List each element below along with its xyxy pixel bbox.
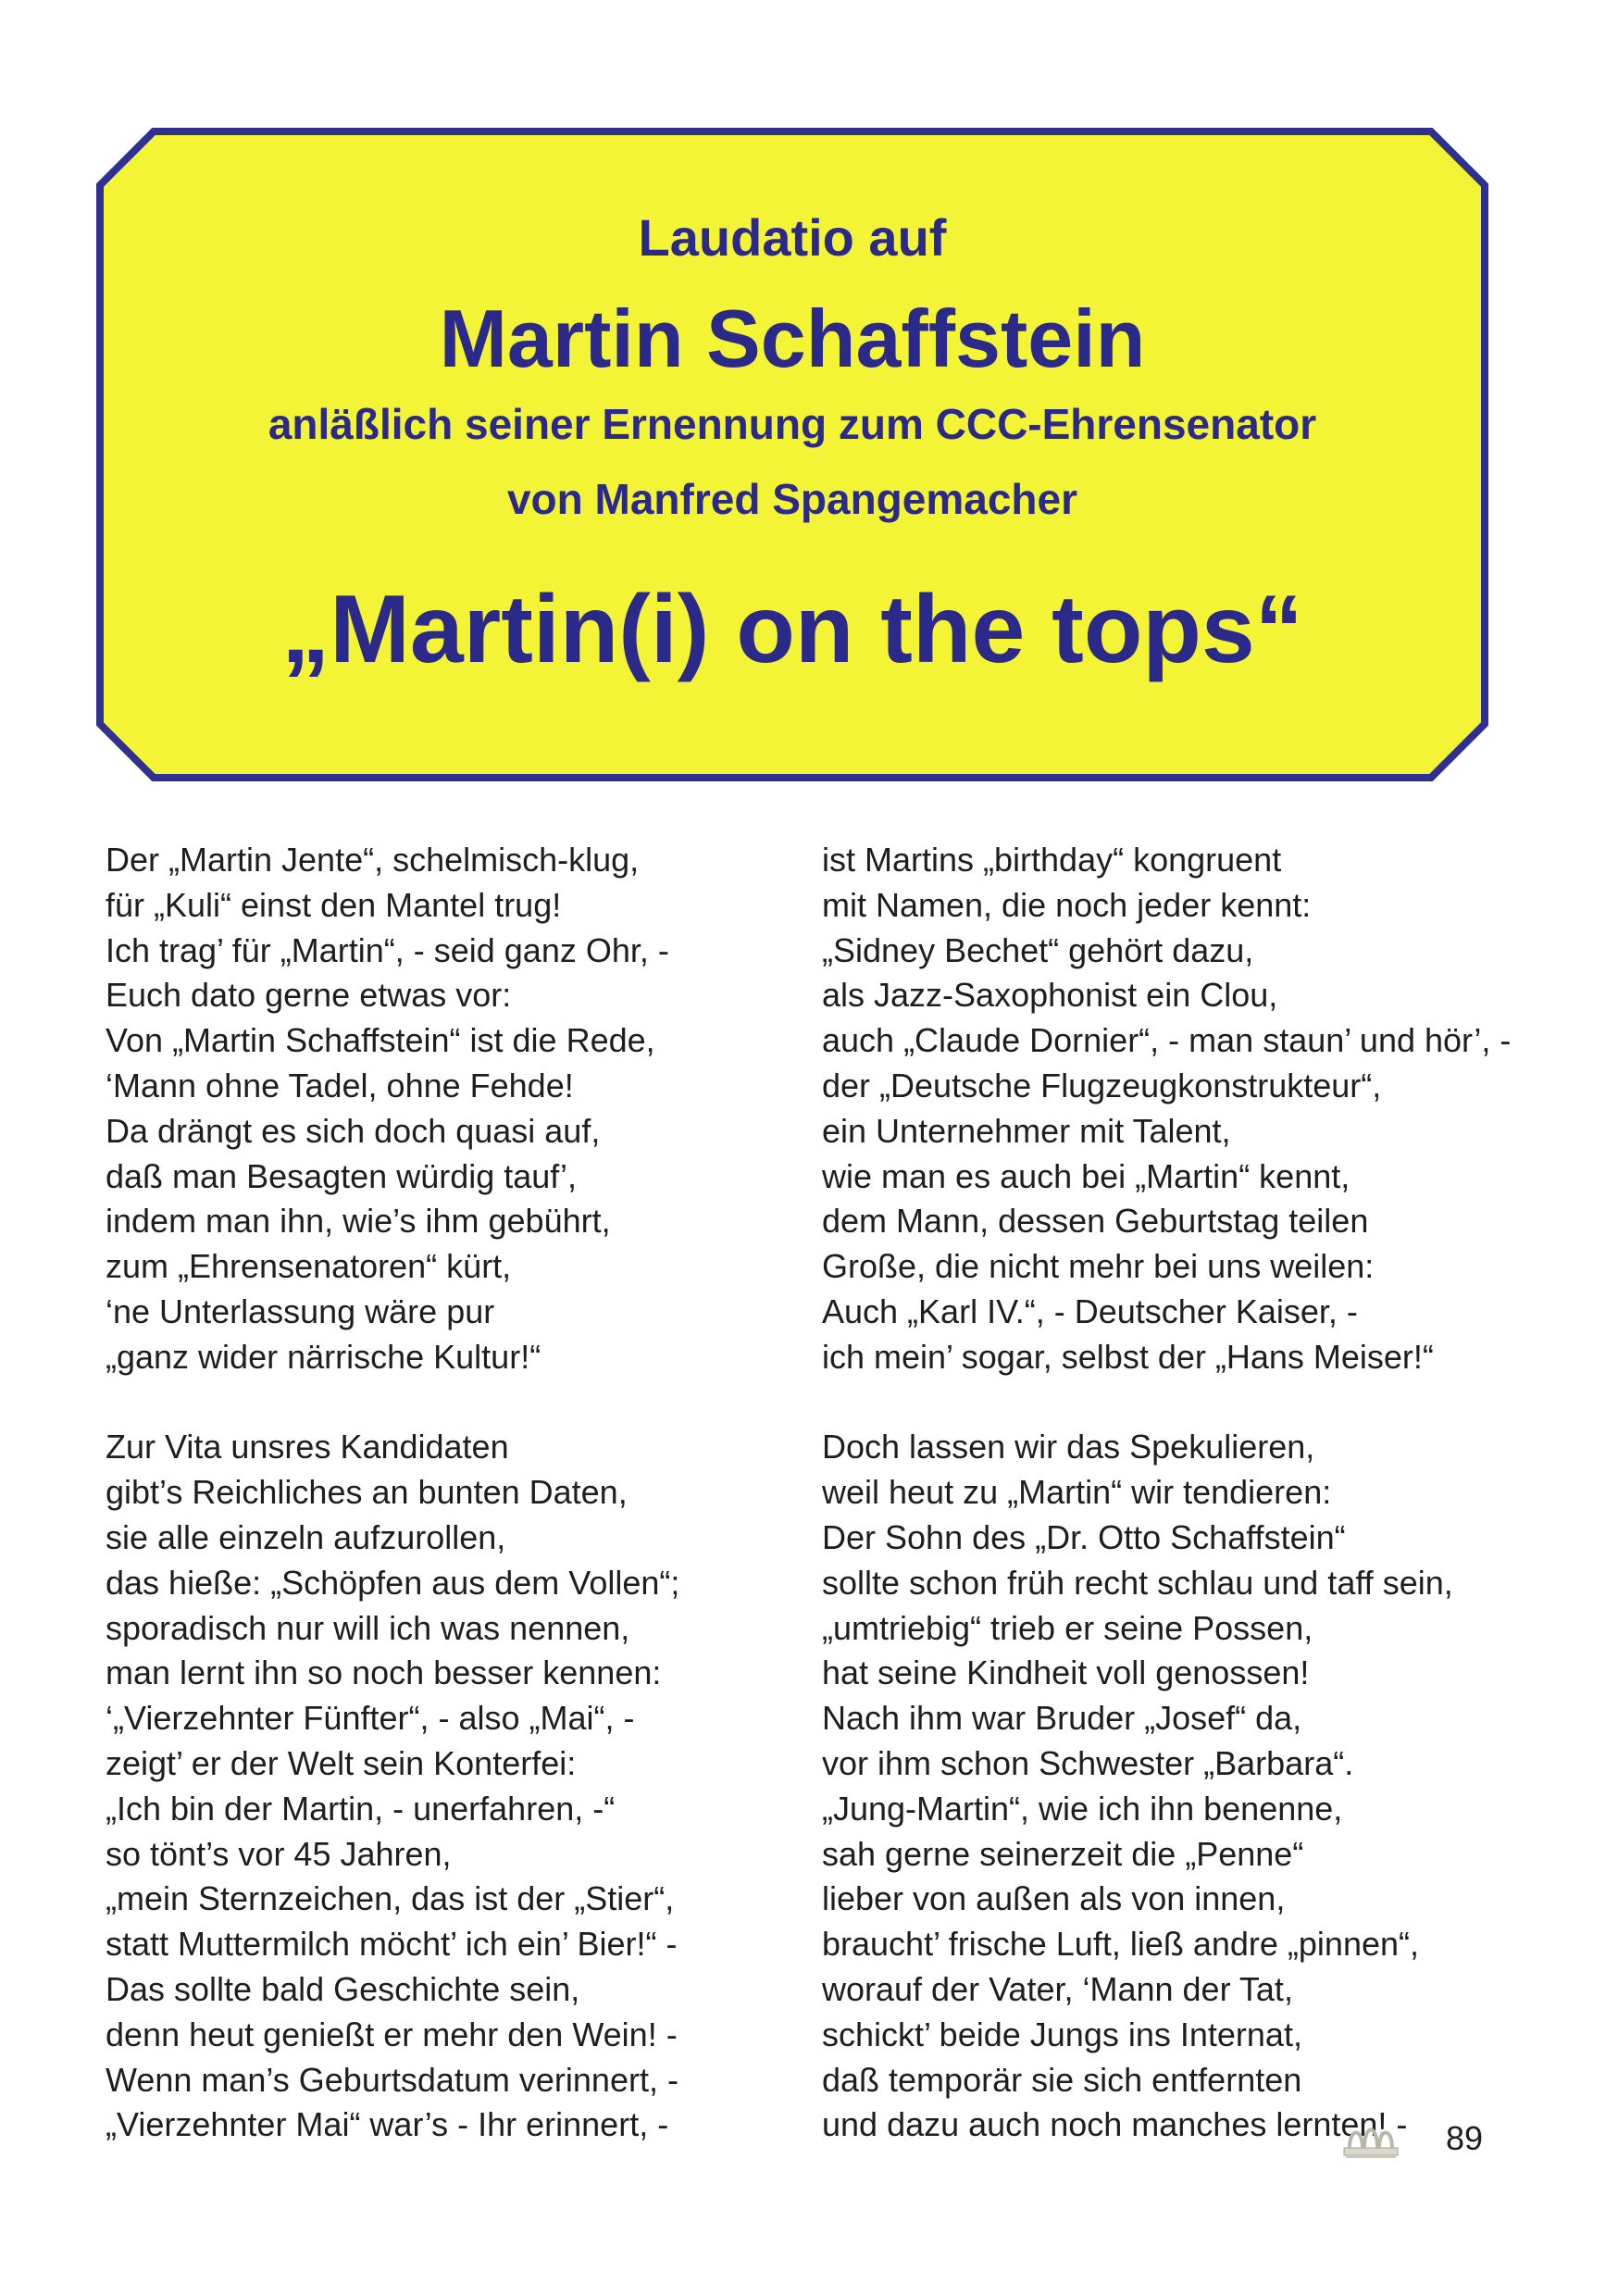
poem-line: sollte schon früh recht schlau und taff sein,	[822, 1563, 1453, 1602]
title-name: Martin Schaffstein	[439, 293, 1146, 384]
poem-line: Von „Martin Schaffstein“ ist die Rede,	[106, 1021, 655, 1060]
poem-line: Wenn man’s Geburtsdatum verinnert, -	[106, 2060, 678, 2099]
poem-line: ich mein’ sogar, selbst der „Hans Meiser!“	[822, 1337, 1434, 1376]
title-motto: „Martin(i) on the tops“	[281, 576, 1303, 683]
poem-line: als Jazz-Saxophonist ein Clou,	[822, 976, 1278, 1015]
poem-right-column	[822, 838, 1525, 2193]
poem-line: Doch lassen wir das Spekulieren,	[822, 1428, 1315, 1466]
poem-line: Der Sohn des „Dr. Otto Schaffstein“	[822, 1517, 1346, 1556]
poem-line: Das sollte bald Geschichte sein,	[106, 1969, 580, 2008]
poem-line: statt Muttermilch möcht’ ich ein’ Bier!“ -	[106, 1925, 678, 1964]
poem-line: Auch „Karl IV.“, - Deutscher Kaiser, -	[822, 1292, 1358, 1330]
poem-line: denn heut genießt er mehr den Wein! -	[106, 2015, 678, 2053]
ccc-logo-graphic	[1340, 2120, 1401, 2159]
poem-line: braucht’ frische Luft, ließ andre „pinnen“,	[822, 1925, 1419, 1964]
poem-line: sie alle einzeln aufzurollen,	[106, 1517, 506, 1556]
poem-line: Große, die nicht mehr bei uns weilen:	[822, 1247, 1375, 1286]
poem-line: ‘ne Unterlassung wäre pur	[106, 1292, 495, 1330]
poem-line: ‘Mann ohne Tadel, ohne Fehde!	[106, 1066, 574, 1104]
title-box	[96, 128, 1488, 781]
poem-line: das hieße: „Schöpfen aus dem Vollen“;	[106, 1563, 680, 1602]
poem-line: zum „Ehrensenatoren“ kürt,	[106, 1247, 512, 1286]
poem-line: Der „Martin Jente“, schelmisch-klug,	[106, 841, 640, 879]
poem-line: der „Deutsche Flugzeugkonstrukteur“,	[822, 1066, 1382, 1104]
title-text-block	[96, 128, 1488, 781]
poem-line: so tönt’s vor 45 Jahren,	[106, 1834, 452, 1873]
title-occasion: anläßlich seiner Ernennung zum CCC-Ehrensenator	[268, 400, 1317, 448]
poem-line: „Sidney Bechet“ gehört dazu,	[822, 930, 1254, 969]
poem-line: Euch dato gerne etwas vor:	[106, 976, 512, 1015]
stanza-left-1	[106, 838, 772, 1380]
stanza-left-2	[106, 1425, 772, 2148]
poem-line: Ich trag’ für „Martin“, - seid ganz Ohr, -	[106, 930, 669, 969]
title-laudatio: Laudatio auf	[638, 208, 947, 267]
poem-line: hat seine Kindheit voll genossen!	[822, 1653, 1310, 1692]
poem-line: lieber von außen als von innen,	[822, 1879, 1286, 1918]
stanza-right-2	[822, 1425, 1525, 2148]
poem-line: dem Mann, dessen Geburtstag teilen	[822, 1202, 1369, 1241]
poem-line: wie man es auch bei „Martin“ kennt,	[822, 1156, 1350, 1195]
poem-line: gibt’s Reichliches an bunten Daten,	[106, 1473, 628, 1512]
ccc-logo-icon	[1340, 2120, 1401, 2159]
poem-line: sporadisch nur will ich was nennen,	[106, 1608, 630, 1647]
poem-line: auch „Claude Dornier“, - man staun’ und hör’, -	[822, 1021, 1512, 1060]
poem-line: weil heut zu „Martin“ wir tendieren:	[822, 1473, 1332, 1512]
poem-line: Zur Vita unsres Kandidaten	[106, 1428, 509, 1466]
poem-line: man lernt ihn so noch besser kennen:	[106, 1653, 662, 1692]
poem-line: „ganz wider närrische Kultur!“	[106, 1337, 541, 1376]
poem-line: Nach ihm war Bruder „Josef“ da,	[822, 1699, 1302, 1738]
poem-line: Da drängt es sich doch quasi auf,	[106, 1111, 601, 1150]
page-number: 89	[1446, 2119, 1484, 2157]
poem-line: „Jung-Martin“, wie ich ihn benenne,	[822, 1789, 1343, 1828]
poem-line: worauf der Vater, ‘Mann der Tat,	[822, 1969, 1293, 2008]
poem-line: sah gerne seinerzeit die „Penne“	[822, 1834, 1304, 1873]
poem-line: ‘„Vierzehnter Fünfter“, - also „Mai“, -	[106, 1699, 635, 1738]
poem-line: „mein Sternzeichen, das ist der „Stier“,	[106, 1879, 675, 1918]
poem-line: mit Namen, die noch jeder kennt:	[822, 885, 1312, 924]
poem-line: indem man ihn, wie’s ihm gebührt,	[106, 1202, 611, 1241]
poem-line: „Vierzehnter Mai“ war’s - Ihr erinnert, -	[106, 2105, 669, 2144]
poem-line: daß man Besagten würdig tauf’,	[106, 1156, 577, 1195]
poem-line: und dazu auch noch manches lernten! -	[822, 2105, 1408, 2144]
poem-line: für „Kuli“ einst den Mantel trug!	[106, 885, 562, 924]
poem-line: vor ihm schon Schwester „Barbara“.	[822, 1743, 1354, 1782]
poem-line: daß temporär sie sich entfernten	[822, 2060, 1302, 2099]
poem-line: ein Unternehmer mit Talent,	[822, 1111, 1231, 1150]
stanza-right-1	[822, 838, 1525, 1380]
poem-line: ist Martins „birthday“ kongruent	[822, 841, 1282, 879]
poem-line: „Ich bin der Martin, - unerfahren, -“	[106, 1789, 616, 1828]
poem-line: schickt’ beide Jungs ins Internat,	[822, 2015, 1302, 2053]
poem-line: zeigt’ er der Welt sein Konterfei:	[106, 1743, 577, 1782]
poem-line: „umtriebig“ trieb er seine Possen,	[822, 1608, 1313, 1647]
title-author: von Manfred Spangemacher	[506, 475, 1078, 523]
poem-left-column	[106, 838, 772, 2193]
